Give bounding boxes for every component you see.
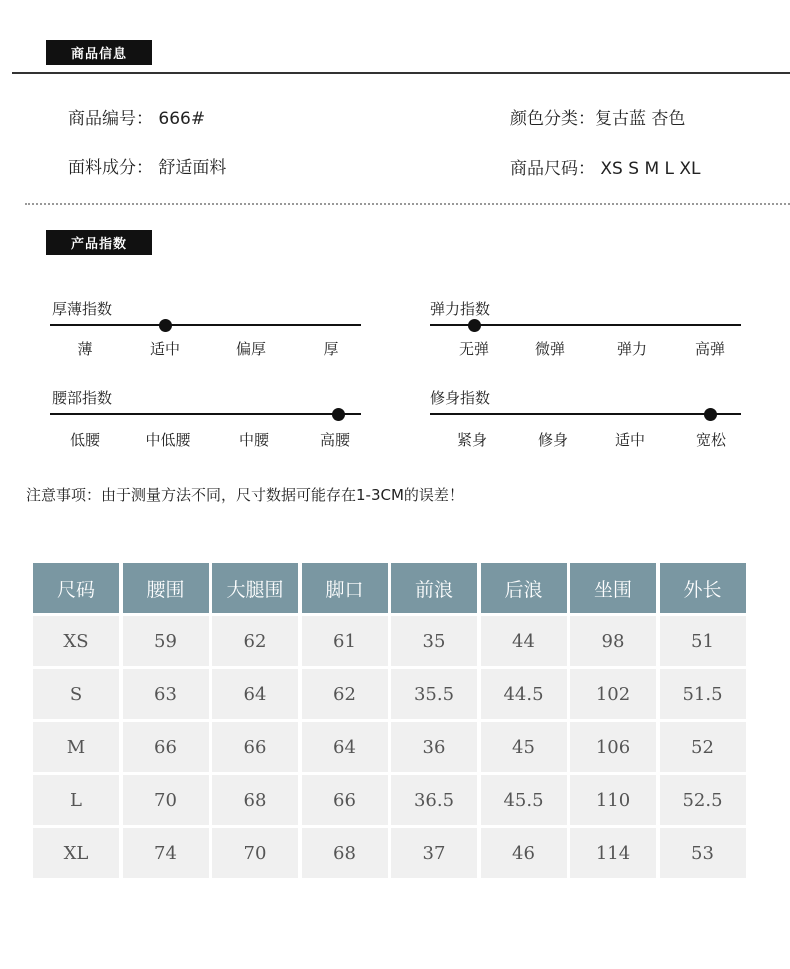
table-cell: 62 — [212, 616, 298, 666]
table-cell: 110 — [570, 775, 656, 825]
table-cell: 35 — [391, 616, 477, 666]
table-cell: 62 — [302, 669, 388, 719]
table-cell: 44 — [481, 616, 567, 666]
table-cell: XL — [33, 828, 119, 878]
dotted-divider — [25, 203, 790, 205]
table-cell: 45 — [481, 722, 567, 772]
index-level-label: 低腰 — [69, 431, 101, 449]
index-level-label: 中低腰 — [145, 431, 191, 449]
index-level-label: 宽松 — [695, 431, 727, 449]
table-cell: 64 — [212, 669, 298, 719]
index-level-label: 适中 — [614, 431, 646, 449]
table-header-cell: 腰围 — [123, 563, 209, 613]
table-cell: 66 — [212, 722, 298, 772]
section-divider — [12, 72, 790, 74]
index-title: 弹力指数 — [430, 300, 491, 318]
table-cell: 46 — [481, 828, 567, 878]
index-scale-line — [50, 413, 361, 415]
table-cell: 98 — [570, 616, 656, 666]
table-cell: 70 — [212, 828, 298, 878]
index-level-label: 无弹 — [458, 340, 490, 358]
index-level-label: 厚 — [323, 340, 339, 358]
index-scale-line — [430, 413, 741, 415]
table-header-cell: 外长 — [660, 563, 746, 613]
table-cell: 53 — [660, 828, 746, 878]
table-cell: 61 — [302, 616, 388, 666]
table-cell: XS — [33, 616, 119, 666]
table-cell: 66 — [302, 775, 388, 825]
table-cell: 51 — [660, 616, 746, 666]
table-cell: 52 — [660, 722, 746, 772]
index-level-label: 高腰 — [319, 431, 351, 449]
index-marker-dot — [704, 408, 717, 421]
table-cell: 66 — [123, 722, 209, 772]
table-header-cell: 大腿围 — [212, 563, 298, 613]
index-level-label: 高弹 — [694, 340, 726, 358]
table-cell: 36.5 — [391, 775, 477, 825]
index-level-label: 修身 — [537, 431, 569, 449]
index-level-label: 紧身 — [456, 431, 488, 449]
table-header-cell: 前浪 — [391, 563, 477, 613]
fabric-composition: 面料成分： 舒适面料 — [68, 158, 227, 178]
table-cell: 114 — [570, 828, 656, 878]
index-marker-dot — [159, 319, 172, 332]
table-cell: S — [33, 669, 119, 719]
index-scale-line — [50, 324, 361, 326]
index-marker-dot — [468, 319, 481, 332]
table-cell: 35.5 — [391, 669, 477, 719]
table-cell: 68 — [212, 775, 298, 825]
index-title: 腰部指数 — [52, 389, 113, 407]
table-cell: L — [33, 775, 119, 825]
table-cell: 45.5 — [481, 775, 567, 825]
table-cell: 102 — [570, 669, 656, 719]
index-level-label: 微弹 — [534, 340, 566, 358]
table-cell: 106 — [570, 722, 656, 772]
index-level-label: 偏厚 — [235, 340, 267, 358]
product-index-tag: 产品指数 — [46, 230, 152, 255]
index-marker-dot — [332, 408, 345, 421]
index-level-label: 薄 — [77, 340, 93, 358]
table-cell: 59 — [123, 616, 209, 666]
table-cell: 70 — [123, 775, 209, 825]
table-cell: 52.5 — [660, 775, 746, 825]
table-cell: 63 — [123, 669, 209, 719]
table-cell: M — [33, 722, 119, 772]
table-header-cell: 脚口 — [302, 563, 388, 613]
table-cell: 51.5 — [660, 669, 746, 719]
table-header-cell: 坐围 — [570, 563, 656, 613]
table-cell: 44.5 — [481, 669, 567, 719]
table-cell: 64 — [302, 722, 388, 772]
index-level-label: 中腰 — [238, 431, 270, 449]
product-info-tag: 商品信息 — [46, 40, 152, 65]
table-cell: 36 — [391, 722, 477, 772]
index-level-label: 弹力 — [616, 340, 648, 358]
table-cell: 68 — [302, 828, 388, 878]
table-header-cell: 后浪 — [481, 563, 567, 613]
table-cell: 37 — [391, 828, 477, 878]
size-options: 商品尺码： XS S M L XL — [510, 159, 701, 179]
index-level-label: 适中 — [149, 340, 181, 358]
index-title: 修身指数 — [430, 389, 491, 407]
table-header-cell: 尺码 — [33, 563, 119, 613]
index-title: 厚薄指数 — [52, 300, 113, 318]
color-options: 颜色分类：复古蓝 杏色 — [510, 109, 686, 129]
table-cell: 74 — [123, 828, 209, 878]
measurement-note: 注意事项：由于测量方法不同，尺寸数据可能存在1-3CM的误差！ — [26, 486, 464, 504]
product-code: 商品编号： 666# — [68, 109, 206, 129]
